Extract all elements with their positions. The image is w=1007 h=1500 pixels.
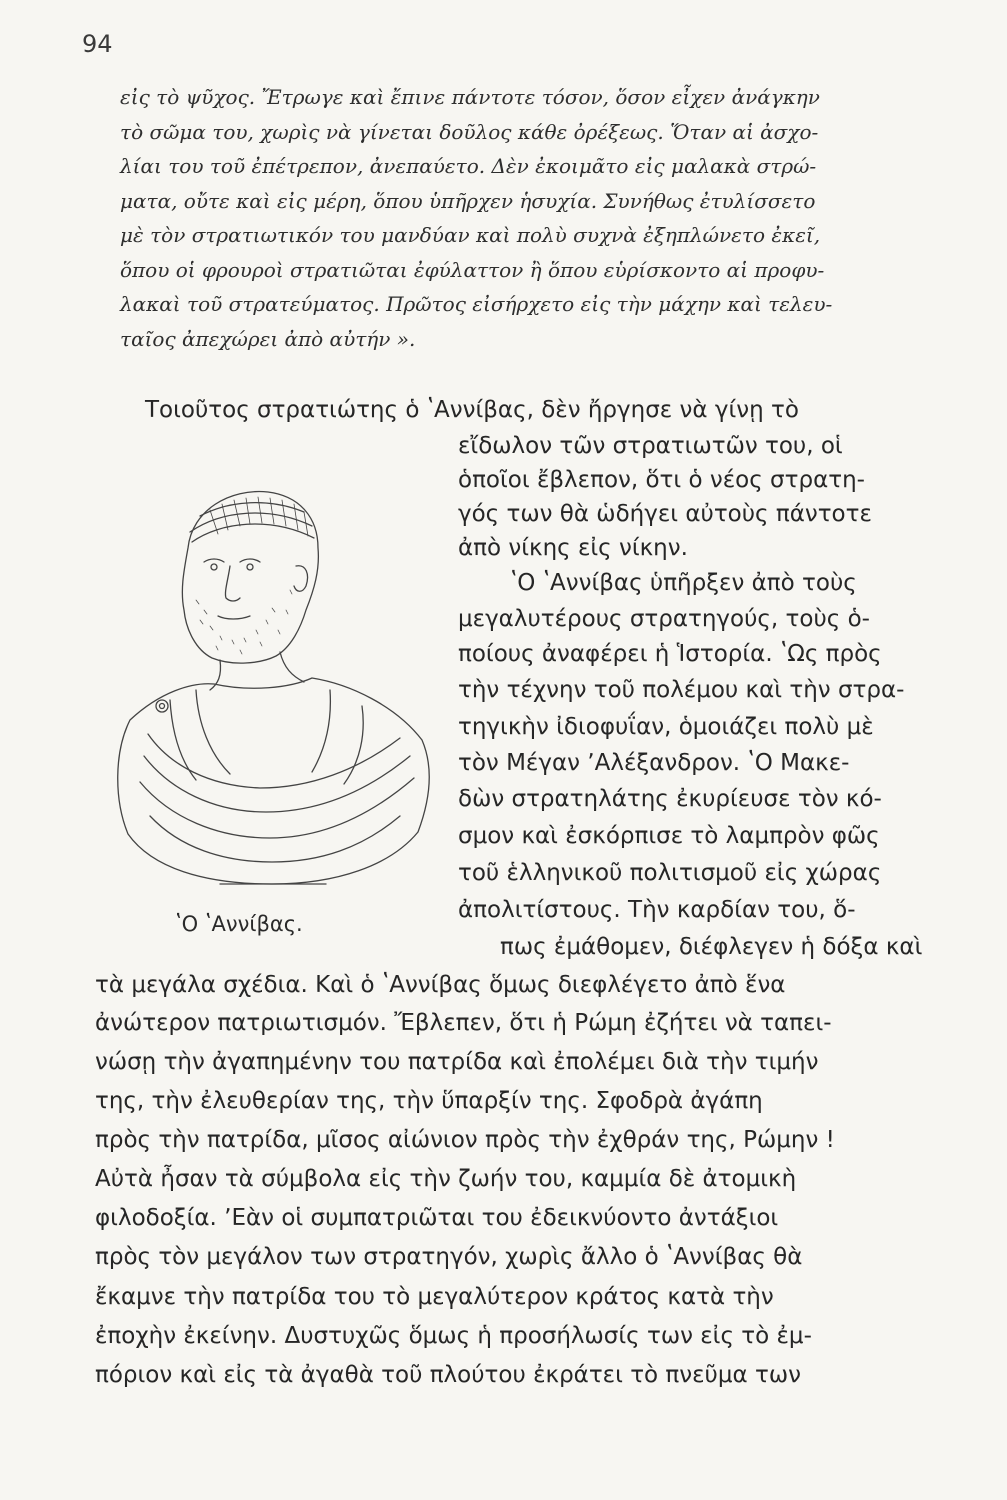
body-line: ἐποχὴν ἐκείνην. Δυστυχῶς ὅμως ἡ προσήλωσίς των εἰς τὸ ἐμ- <box>95 1323 812 1349</box>
column-line: γός των θὰ ὡδήγει αὐτοὺς πάντοτε <box>458 501 872 527</box>
column-line: σμον καὶ ἐσκόρπισε τὸ λαμπρὸν φῶς <box>458 823 880 849</box>
quote-line: λακαὶ τοῦ στρατεύματος. Πρῶτος εἰσήρχετο εἰς τὴν μάχην καὶ τελευ- <box>120 292 833 316</box>
column-line: τὴν τέχνην τοῦ πολέμου καὶ τὴν στρα- <box>458 677 905 703</box>
body-line: φιλοδοξία. ʼΕὰν οἱ συμπατριῶται του ἐδεικνύοντο ἀντάξιοι <box>95 1205 779 1231</box>
quote-block <box>120 80 980 356</box>
body-line: ἔκαμνε τὴν πατρίδα του τὸ μεγαλύτερον κράτος κατὰ τὴν <box>95 1284 774 1310</box>
column-line: τηγικὴν ἰδιοφυΐαν, ὁμοιάζει πολὺ μὲ <box>458 714 874 740</box>
column-line: πως ἐμάθομεν, διέφλεγεν ἡ δόξα καὶ <box>500 934 923 960</box>
column-line: ὁποῖοι ἔβλεπον, ὅτι ὁ νέος στρατη- <box>458 467 865 493</box>
body-line: πρὸς τὸν μεγάλον των στρατηγόν, χωρὶς ἄλλο ὁ ʽΑννίβας θὰ <box>95 1244 803 1270</box>
portrait-caption: ʽΟ ʽΑννίβας. <box>175 912 303 936</box>
hannibal-bust-illustration <box>100 470 445 890</box>
quote-line: μὲ τὸν στρατιωτικόν του μανδύαν καὶ πολὺ συχνὰ ἐξηπλώνετο ἐκεῖ, <box>120 223 821 247</box>
body-line: πρὸς τὴν πατρίδα, μῖσος αἰώνιον πρὸς τὴν ἐχθράν της, Ρώμην ! <box>95 1127 835 1153</box>
body-line: πόριον καὶ εἰς τὰ ἀγαθὰ τοῦ πλούτου ἐκράτει τὸ πνεῦμα των <box>95 1362 801 1388</box>
column-line: ποίους ἀναφέρει ἡ Ἱστορία. ʽΩς πρὸς <box>458 641 882 667</box>
body-line: νώσῃ τὴν ἀγαπημένην του πατρίδα καὶ ἐπολέμει διὰ τὴν τιμήν <box>95 1049 819 1075</box>
column-line: ἀπολιτίστους. Τὴν καρδίαν του, ὅ- <box>458 897 856 923</box>
column-line: ἀπὸ νίκης εἰς νίκην. <box>458 535 688 561</box>
body-line: ἀνώτερον πατριωτισμόν. Ἔβλεπεν, ὅτι ἡ Ρώμη ἐζήτει νὰ ταπει- <box>95 1010 832 1036</box>
quote-line: εἰς τὸ ψῦχος. Ἔτρωγε καὶ ἔπινε πάντοτε τόσον, ὅσον εἶχεν ἀνάγκην <box>120 85 820 109</box>
quote-line: ὅπου οἱ φρουροὶ στρατιῶται ἐφύλαττον ἢ ὅπου εὑρίσκοντο αἱ προφυ- <box>120 257 825 282</box>
quote-line: ματα, οὔτε καὶ εἰς μέρη, ὅπου ὑπῆρχεν ἡσυχία. Συνήθως ἐτυλίσσετο <box>120 188 816 213</box>
column-line: ʽΟ ʽΑννίβας ὑπῆρξεν ἀπὸ τοὺς <box>510 570 857 596</box>
column-line: τοῦ ἑλληνικοῦ πολιτισμοῦ εἰς χώρας <box>458 860 882 886</box>
column-line: μεγαλυτέρους στρατηγούς, τοὺς ὁ- <box>458 606 870 632</box>
column-line: τὸν Μέγαν ʼΑλέξανδρον. ʽΟ Μακε- <box>458 750 850 776</box>
paragraph-first-line: Τοιοῦτος στρατιώτης ὁ ʽΑννίβας, δὲν ἤργησε νὰ γίνῃ τὸ <box>145 397 799 423</box>
quote-line: τὸ σῶμα του, χωρὶς νὰ γίνεται δοῦλος κάθε ὀρέξεως. Ὅταν αἱ ἀσχο- <box>120 119 819 144</box>
page-number: 94 <box>82 30 113 58</box>
body-line: Αὐτὰ ἦσαν τὰ σύμβολα εἰς τὴν ζωήν του, καμμία δὲ ἀτομικὴ <box>95 1166 797 1192</box>
body-line: της, τὴν ἐλευθερίαν της, τὴν ὕπαρξίν της. Σφοδρὰ ἀγάπη <box>95 1088 763 1114</box>
column-line: δὼν στρατηλάτης ἐκυρίευσε τὸν κό- <box>458 786 882 812</box>
quote-line: λίαι του τοῦ ἐπέτρεπον, ἀνεπαύετο. Δὲν ἐκοιμᾶτο εἰς μαλακὰ στρώ- <box>120 154 817 178</box>
column-line: εἴδωλον τῶν στρατιωτῶν του, οἱ <box>458 433 843 459</box>
body-line: τὰ μεγάλα σχέδια. Καὶ ὁ ʽΑννίβας ὅμως διεφλέγετο ἀπὸ ἕνα <box>95 972 786 998</box>
quote-line: ταῖος ἀπεχώρει ἀπὸ αὐτήν ». <box>120 326 416 351</box>
